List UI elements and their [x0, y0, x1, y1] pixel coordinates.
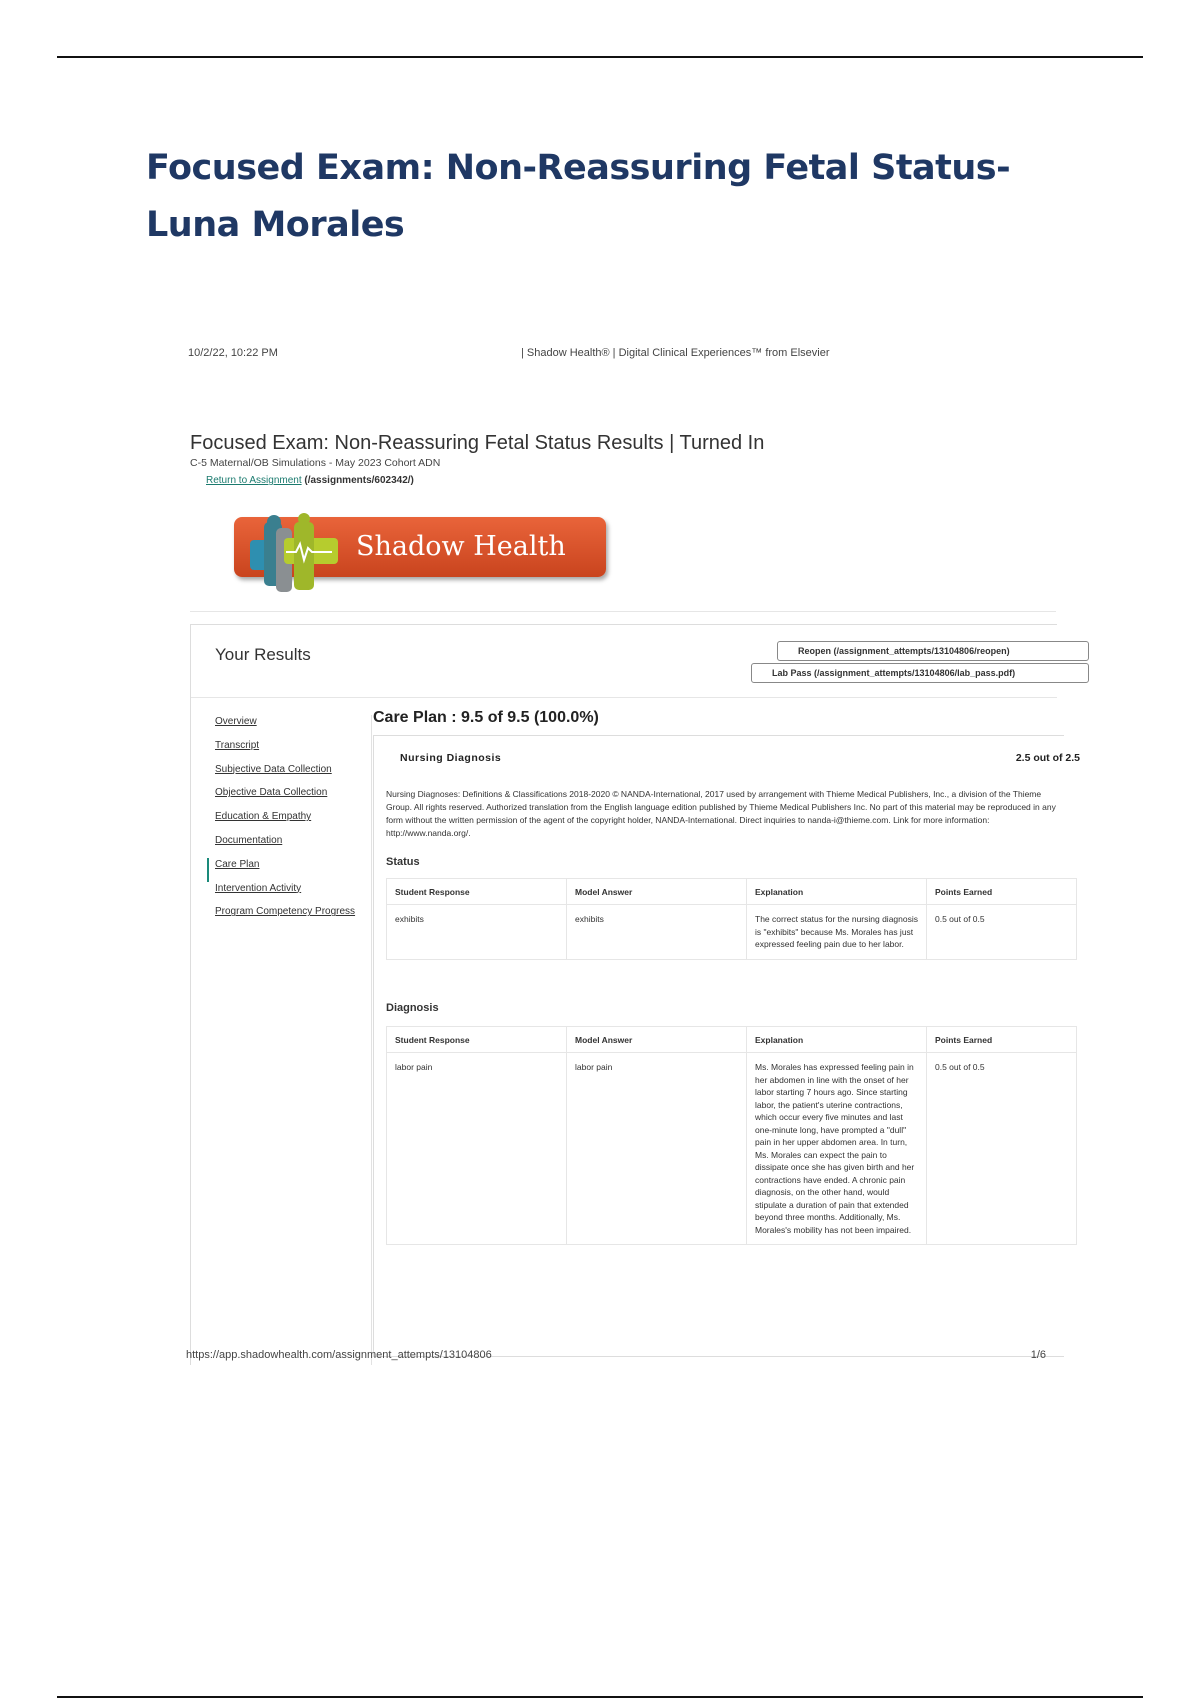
column-header: Model Answer	[567, 1027, 747, 1053]
return-path: (/assignments/602342/)	[304, 475, 414, 486]
results-panel	[190, 624, 1080, 1365]
your-results-heading: Your Results	[215, 645, 311, 664]
points-earned: 0.5 out of 0.5	[927, 905, 1077, 960]
course-name: C-5 Maternal/OB Simulations - May 2023 Cohort ADN	[190, 457, 441, 469]
lab-pass-button[interactable]: Lab Pass (/assignment_attempts/13104806/lab_pass.pdf)	[751, 663, 1089, 683]
column-header: Student Response	[387, 1027, 567, 1053]
column-header: Explanation	[747, 879, 927, 905]
table-row	[387, 905, 1077, 960]
column-header: Points Earned	[927, 1027, 1077, 1053]
nanda-notice: Nursing Diagnoses: Definitions & Classifications 2018-2020 © NANDA-International, 2017 used by arrangement with Thieme Medical Publishers, Inc., a division of the Thieme Group. All rights reserved. Authorized translation from the English language edition published by Thieme Medical Publishers Inc. No part of this material may be reproduced in any form without the written permission of the agent of the copyright holder, NANDA-International. Direct inquiries to nanda-i@thieme.com. Link for more information: http://www.nanda.org/.	[386, 789, 1056, 838]
student-response: exhibits	[387, 905, 567, 960]
medical-figure-icon	[236, 512, 346, 596]
status-title: Status	[386, 856, 420, 868]
shadow-health-logo	[234, 512, 604, 596]
sidebar-item-transcript[interactable]: Transcript	[215, 739, 260, 751]
top-rule	[57, 56, 1143, 58]
document-title: Focused Exam: Non-Reassuring Fetal Status- Luna Morales	[146, 148, 1011, 245]
nursing-diagnosis-title: Nursing Diagnosis	[400, 752, 502, 764]
model-answer: exhibits	[567, 905, 747, 960]
page-number: 1/6	[1030, 1349, 1046, 1361]
logo-text: Shadow Health	[356, 531, 566, 562]
sidebar-item-subjective-data[interactable]: Subjective Data Collection	[215, 763, 332, 775]
sidebar-item-care-plan[interactable]: Care Plan	[207, 858, 377, 882]
diagnosis-table	[386, 1026, 1077, 1245]
student-response: labor pain	[387, 1053, 567, 1245]
column-header: Points Earned	[927, 879, 1077, 905]
explanation: The correct status for the nursing diagnosis is "exhibits" because Ms. Morales has just expressed feeling pain due to her labor.	[747, 905, 927, 960]
sidebar-item-intervention-activity[interactable]: Intervention Activity	[215, 882, 302, 894]
panel-divider	[191, 697, 1057, 698]
table-header-row	[387, 879, 1077, 905]
care-plan-heading: Care Plan : 9.5 of 9.5 (100.0%)	[373, 709, 599, 726]
return-to-assignment-link[interactable]: Return to Assignment	[206, 475, 302, 486]
table-header-row	[387, 1027, 1077, 1053]
diagnosis-title: Diagnosis	[386, 1002, 439, 1014]
embedded-screenshot	[186, 340, 1080, 1370]
nursing-diagnosis-score: 2.5 out of 2.5	[1015, 752, 1080, 764]
sidebar-divider	[371, 715, 372, 1365]
sidebar-item-overview[interactable]: Overview	[215, 716, 257, 727]
table-row	[387, 1053, 1077, 1245]
divider	[190, 611, 1056, 612]
reopen-button[interactable]: Reopen (/assignment_attempts/13104806/reopen)	[777, 641, 1089, 661]
points-earned: 0.5 out of 0.5	[927, 1053, 1077, 1245]
bottom-rule	[57, 1696, 1143, 1698]
column-header: Student Response	[387, 879, 567, 905]
explanation: Ms. Morales has expressed feeling pain in her abdomen in line with the onset of her labor starting 7 hours ago. Since starting labor, the patient's uterine contractions, which occur every five minutes and last one-minute long, have prompted a "dull" pain in her upper abdomen area. In turn, Ms. Morales can expect the pain to dissipate once she has given birth and her contractions have ended. A chronic pain diagnosis, on the other hand, would stipulate a duration of pain that extended beyond three months. Additionally, Ms. Morales's mobility has not been impaired.	[747, 1053, 927, 1245]
sidebar-item-documentation[interactable]: Documentation	[215, 834, 283, 846]
results-sidebar	[207, 715, 377, 929]
print-datetime: 10/2/22, 10:22 PM	[188, 347, 278, 359]
column-header: Explanation	[747, 1027, 927, 1053]
print-url: https://app.shadowhealth.com/assignment_attempts/13104806	[186, 1349, 492, 1361]
return-to-assignment	[206, 475, 414, 486]
status-table	[386, 878, 1077, 960]
sidebar-item-education-empathy[interactable]: Education & Empathy	[215, 811, 312, 823]
nursing-diagnosis-box	[373, 735, 1080, 1357]
column-header: Model Answer	[567, 879, 747, 905]
sidebar-item-competency-progress[interactable]: Program Competency Progress	[215, 906, 356, 918]
print-site-title: | Shadow Health® | Digital Clinical Experiences™ from Elsevier	[521, 347, 830, 359]
results-title: Focused Exam: Non-Reassuring Fetal Status Results | Turned In	[190, 432, 765, 454]
care-plan-section	[373, 709, 1080, 1235]
sidebar-item-objective-data[interactable]: Objective Data Collection	[215, 787, 328, 799]
model-answer: labor pain	[567, 1053, 747, 1245]
